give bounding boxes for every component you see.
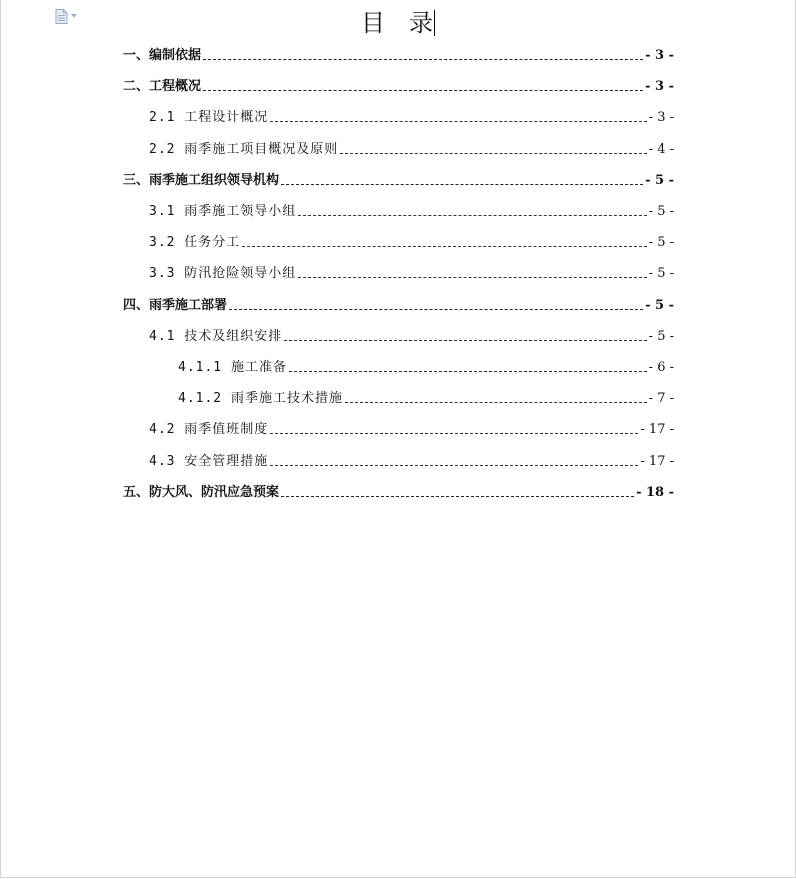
toc-entry[interactable] [149, 262, 674, 282]
toc-entry-label: 一、编制依据 [123, 48, 202, 63]
toc-leader-dots [270, 465, 638, 466]
toc-entry-label: 4.1 技术及组织安排 [149, 329, 283, 344]
toc-entry-page-number: - 7 - [648, 391, 674, 406]
toc-entry-page-number: - 4 - [648, 142, 674, 157]
toc-entry-label: 二、工程概况 [123, 79, 202, 94]
toc-entry[interactable] [149, 450, 674, 470]
toc-entry[interactable] [123, 44, 674, 64]
toc-entry[interactable] [149, 106, 674, 126]
toc-leader-dots [281, 184, 643, 185]
toc-entry-label: 五、防大风、防汛应急预案 [123, 485, 280, 500]
toc-entry-page-number: - 5 - [645, 298, 674, 313]
toc-entry-label: 2.1 工程设计概况 [149, 110, 269, 125]
toc-leader-dots [270, 433, 638, 434]
toc-entry-label: 4.3 安全管理措施 [149, 454, 269, 469]
toc-entry-page-number: - 17 - [640, 454, 674, 469]
toc-entry-page-number: - 5 - [648, 329, 674, 344]
toc-entry-page-number: - 6 - [648, 360, 674, 375]
toc-entry-label: 四、雨季施工部署 [123, 298, 228, 313]
toc-entry-page-number: - 18 - [636, 485, 674, 500]
toc-entry-label: 三、雨季施工组织领导机构 [123, 173, 280, 188]
toc-entry[interactable] [149, 325, 674, 345]
toc-entry-page-number: - 5 - [648, 204, 674, 219]
toc-leader-dots [242, 246, 646, 247]
toc-leader-dots [281, 496, 634, 497]
toc-entry-page-number: - 3 - [645, 79, 674, 94]
toc-entry-page-number: - 3 - [648, 110, 674, 125]
toc-entry[interactable] [123, 294, 674, 314]
toc-entry-label: 3.1 雨季施工领导小组 [149, 204, 297, 219]
toc-title-text: 目 录 [361, 9, 433, 37]
toc-entry[interactable] [123, 75, 674, 95]
toc-leader-dots [345, 402, 647, 403]
toc-title[interactable] [0, 3, 796, 38]
toc-leader-dots [284, 340, 646, 341]
toc-entry[interactable] [123, 481, 674, 501]
text-cursor [434, 10, 435, 36]
toc-leader-dots [203, 90, 643, 91]
toc-entry-label: 3.3 防汛抢险领导小组 [149, 266, 297, 281]
toc-entry[interactable] [123, 169, 674, 189]
toc-entry-page-number: - 3 - [645, 48, 674, 63]
toc-entry-label: 3.2 任务分工 [149, 235, 241, 250]
toc-leader-dots [270, 121, 646, 122]
toc-leader-dots [298, 215, 646, 216]
toc-leader-dots [340, 153, 646, 154]
toc-entry-label: 4.2 雨季值班制度 [149, 422, 269, 437]
toc-entry-page-number: - 5 - [648, 266, 674, 281]
toc-leader-dots [229, 309, 643, 310]
toc-entry-label: 4.1.1 施工准备 [178, 360, 287, 375]
toc-entry[interactable] [149, 200, 674, 220]
toc-leader-dots [289, 371, 647, 372]
toc-entry-label: 4.1.2 雨季施工技术措施 [178, 391, 343, 406]
toc-leader-dots [203, 59, 643, 60]
toc-entry-label: 2.2 雨季施工项目概况及原则 [149, 142, 339, 157]
toc-entry-page-number: - 17 - [640, 422, 674, 437]
toc-entry-page-number: - 5 - [645, 173, 674, 188]
toc-entry[interactable] [178, 356, 674, 376]
toc-entry[interactable] [178, 387, 674, 407]
toc-entry[interactable] [149, 138, 674, 158]
toc-leader-dots [298, 277, 646, 278]
toc-entry-page-number: - 5 - [648, 235, 674, 250]
toc-entry[interactable] [149, 231, 674, 251]
toc-entry[interactable] [149, 418, 674, 438]
